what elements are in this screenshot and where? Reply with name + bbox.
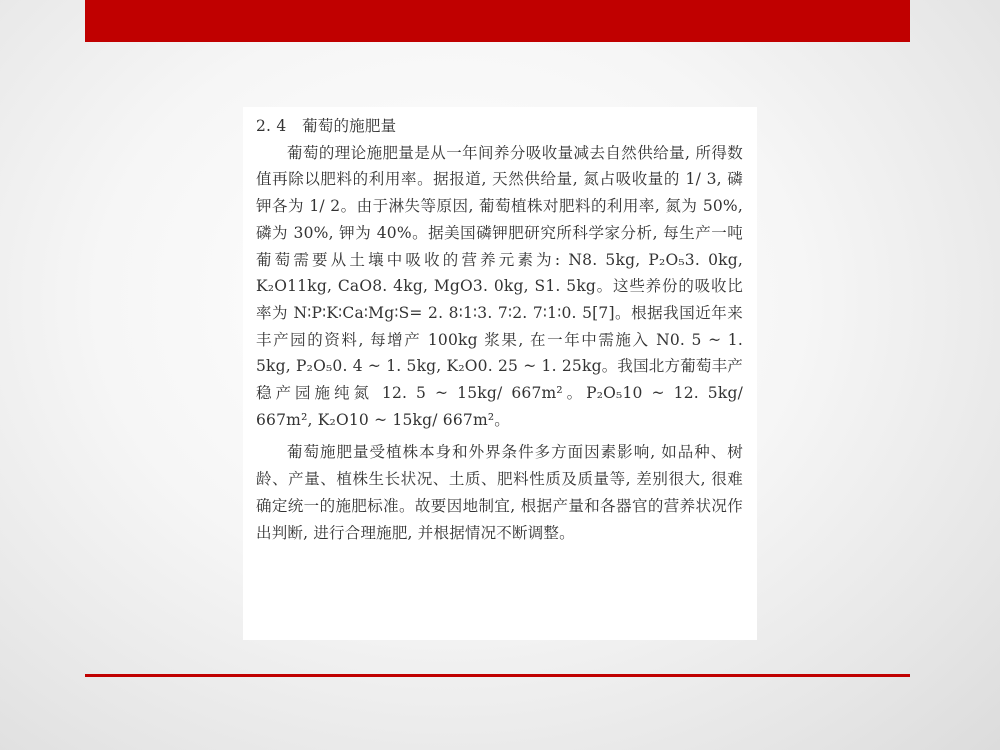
paragraph-factors: 葡萄施肥量受植株本身和外界条件多方面因素影响, 如品种、树龄、产量、植株生长状况、土质、肥料性质及质量等, 差别很大, 很难确定统一的施肥标准。故要因地制宜, 根据产量和各器官的营养状况作出判断, 进行合理施肥, 并根据情况不断调整。 [256,443,743,542]
bottom-accent-rule [85,674,910,677]
paragraph-theory: 葡萄的理论施肥量是从一年间养分吸收量减去自然供给量, 所得数值再除以肥料的利用率。据报道, 天然供给量, 氮占吸收量的 1/ 3, 磷钾各为 1/ 2。由于淋失等原因, 葡萄植株对肥料的利用率, 氮为 50%, 磷为 30%, 钾为 40%。据美国磷钾肥研究所科学家分析, 每生产一吨葡萄需要从土壤中吸收的营养元素为: N8. 5kg, P₂O₅3. 0kg, K₂O11kg, CaO8. 4kg, MgO3. 0kg, S1. 5kg。这些养份的吸收比率为 N∶P∶K∶Ca∶Mg∶S= 2. 8∶1∶3. 7∶2. 7∶1∶0. 5[7]。根据我国近年来丰产园的资料, 每增产 100kg 浆果, 在一年中需施入 N0. 5 ~ 1. 5kg, P₂O₅0. 4 ~ 1. 5kg, K₂O0. 25 ~ 1. 25kg。我国北方葡萄丰产稳产园施纯氮 12. 5 ~ 15kg/ 667m²。P₂O₅10 ~ 12. 5kg/ 667m², K₂O10 ~ 15kg/ 667m²。 [256,143,743,429]
top-accent-band [85,0,910,42]
section-title: 2. 4 葡萄的施肥量 [256,117,397,135]
document-excerpt [243,107,757,640]
